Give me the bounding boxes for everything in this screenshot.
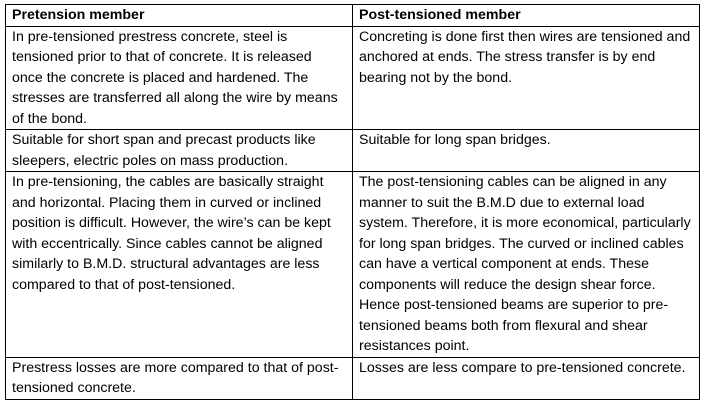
table-row	[6, 130, 700, 172]
header-post-tensioned: Post-tensioned member	[353, 5, 700, 27]
header-pretension: Pretension member	[6, 5, 353, 27]
cell-pretension: Suitable for short span and precast products like sleepers, electric poles on mass production.	[6, 130, 353, 172]
cell-pretension: In pre-tensioned prestress concrete, steel is tensioned prior to that of concrete. It is released once the concrete is placed and hardened. The stresses are transferred all along the wire by means of the bond.	[6, 26, 353, 130]
comparison-table	[5, 4, 700, 400]
table-row	[6, 172, 700, 358]
header-row	[6, 5, 700, 27]
cell-post-tensioned: Losses are less compare to pre-tensioned concrete.	[353, 357, 700, 399]
cell-post-tensioned: Concreting is done first then wires are tensioned and anchored at ends. The stress transfer is by end bearing not by the bond.	[353, 26, 700, 130]
cell-pretension: In pre-tensioning, the cables are basically straight and horizontal. Placing them in curved or inclined position is difficult. However, the wire’s can be kept with eccentrically. Since cables cannot be aligned similarly to B.M.D. structural advantages are less compared to that of post-tensioned.	[6, 172, 353, 358]
table-row	[6, 357, 700, 399]
table-row	[6, 26, 700, 130]
cell-post-tensioned: Suitable for long span bridges.	[353, 130, 700, 172]
cell-post-tensioned: The post-tensioning cables can be aligned in any manner to suit the B.M.D due to external load system. Therefore, it is more economical, particularly for long span bridges. The curved or inclined cables can have a vertical component at ends. These components will reduce the design shear force. Hence post-tensioned beams are superior to pre-tensioned beams both from flexural and shear resistances point.	[353, 172, 700, 358]
cell-pretension: Prestress losses are more compared to that of post-tensioned concrete.	[6, 357, 353, 399]
